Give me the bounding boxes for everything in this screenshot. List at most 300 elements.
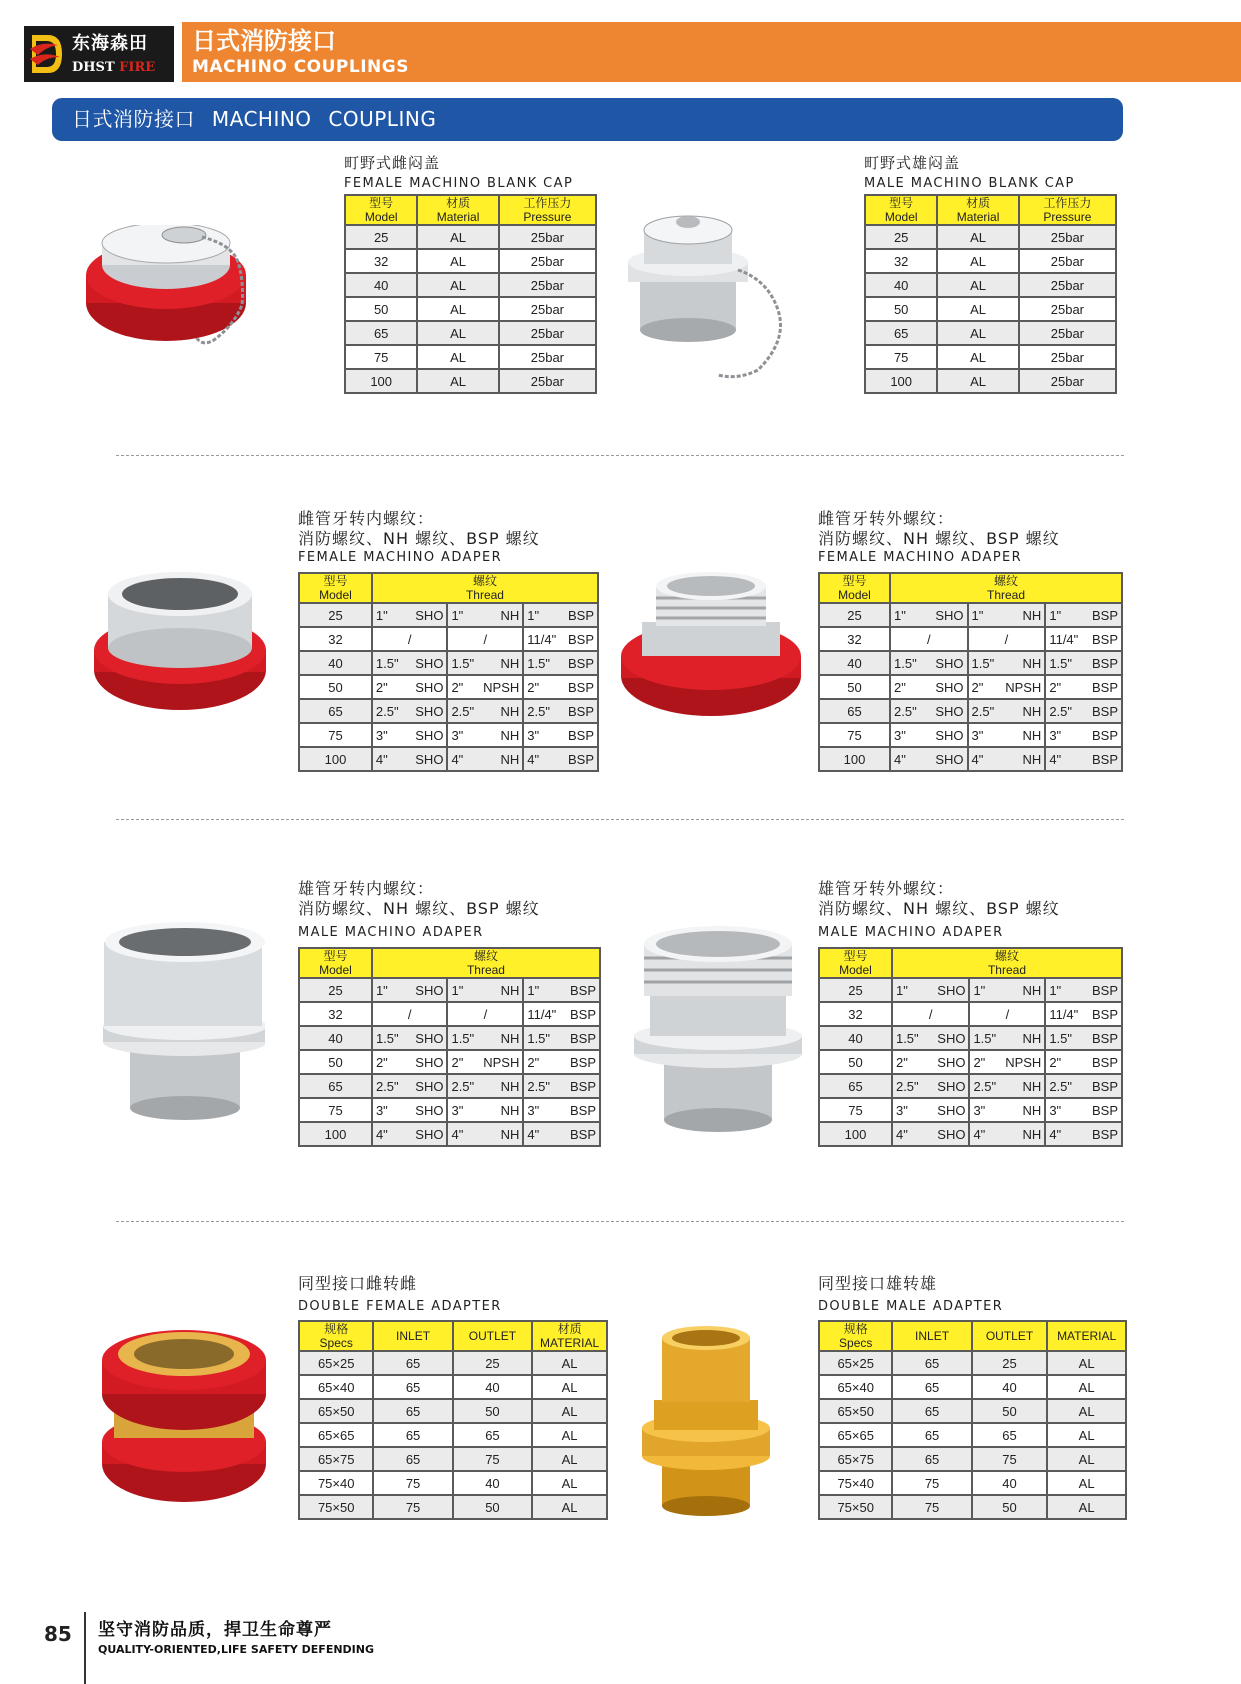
table-cell: SHO [928,699,968,723]
table-cell: NH [483,651,523,675]
table-cell: BSP [559,1002,600,1026]
table-cell: AL [1047,1471,1126,1495]
table-cell: AL [417,297,498,321]
table-cell: NH [1005,1122,1045,1146]
table-cell: 25 [865,225,937,249]
table-cell: 25bar [499,225,596,249]
table-cell: 4" [523,1122,559,1146]
table-cell: AL [417,273,498,297]
col-header-en: Model [884,210,918,224]
female-adapter-internal-title-cn-2: 消防螺纹、NH 螺纹、BSP 螺纹 [298,529,540,548]
col-header-thread [892,948,1122,978]
table-cell: 2" [890,675,928,699]
table-row [299,1050,600,1074]
male-adapter-external-title-cn-2: 消防螺纹、NH 螺纹、BSP 螺纹 [818,899,1060,918]
table-row [865,321,1116,345]
col-header-material [417,195,498,225]
table-cell: AL [532,1447,607,1471]
female-adapter-external-title-en: FEMALE MACHINO ADAPER [818,550,1023,565]
table-cell: 1.5" [447,651,483,675]
table-cell: 2" [1045,1050,1081,1074]
table-cell: AL [532,1351,607,1375]
col-header-specs [299,1321,373,1351]
table-cell: 65 [373,1447,452,1471]
table-cell: 40 [345,273,417,297]
table-cell: 32 [299,1002,372,1026]
col-header-en: Pressure [523,210,572,224]
col-header-en: Pressure [1043,210,1092,224]
table-cell: 2.5" [969,1074,1005,1098]
section-bar [52,98,1123,141]
double-female-adapter-title-cn: 同型接口雌转雌 [298,1274,418,1293]
header-title-cn: 日式消防接口 [192,27,336,55]
table-cell: AL [937,225,1018,249]
table-cell: AL [937,297,1018,321]
table-cell: 65 [345,321,417,345]
table-cell: 2" [447,1050,483,1074]
col-header-inlet [373,1321,452,1351]
table-cell: 25bar [499,297,596,321]
female-adapter-internal-table [298,572,599,772]
table-cell: 75 [892,1471,971,1495]
col-header-pressure [499,195,596,225]
col-header-thread [890,573,1122,603]
col-header-cn: 螺纹 [472,574,497,588]
table-cell: / [892,1002,969,1026]
table-cell: 65 [373,1423,452,1447]
table-cell: 3" [890,723,928,747]
table-cell: 65 [892,1447,971,1471]
col-header-cn: 螺纹 [994,574,1019,588]
male-adapter-external-table [818,947,1123,1147]
table-cell: 75 [865,345,937,369]
table-cell: BSP [1081,1002,1122,1026]
table-cell: 100 [819,1122,892,1146]
table-cell: BSP [559,1122,600,1146]
table-row [345,297,596,321]
table-cell: 1" [523,603,559,627]
table-header-row [299,1321,607,1351]
table-cell: 100 [865,369,937,393]
footer-divider [84,1612,86,1684]
table-cell: 25bar [1019,369,1116,393]
col-header-cn: 型号 [369,196,394,210]
table-cell: AL [937,249,1018,273]
col-header-en: Model [319,588,352,602]
table-cell: 25 [299,978,372,1002]
table-cell: 3" [523,723,559,747]
col-header-en: Specs [319,1336,353,1350]
table-cell: 25bar [499,345,596,369]
table-cell: 75×50 [819,1495,892,1519]
table-cell: 4" [447,1122,483,1146]
table-cell: BSP [1081,1122,1122,1146]
male-blank-cap-title-en: MALE MACHINO BLANK CAP [864,176,1075,191]
table-cell: 1" [890,603,928,627]
table-cell: 2.5" [1045,1074,1081,1098]
table-cell: 11/4" [523,1002,559,1026]
table-cell: SHO [928,675,968,699]
table-cell: AL [417,321,498,345]
table-row [819,1098,1122,1122]
table-cell: 25bar [1019,249,1116,273]
col-header-en: Specs [839,1336,873,1350]
table-cell: 65×65 [299,1423,373,1447]
table-row [299,747,598,771]
table-cell: NH [1005,978,1045,1002]
table-cell: 1" [447,603,483,627]
table-row [819,1351,1126,1375]
table-cell: AL [532,1375,607,1399]
col-header-cn: 型号 [842,574,867,588]
table-cell: 40 [453,1471,533,1495]
col-header-specs [819,1321,892,1351]
table-cell: AL [1047,1399,1126,1423]
table-cell: 2.5" [892,1074,930,1098]
table-cell: 65×50 [299,1399,373,1423]
page-number: 85 [44,1622,72,1646]
table-cell: 2.5" [523,1074,559,1098]
table-row [819,1495,1126,1519]
table-row [299,1026,600,1050]
col-header-material [1047,1321,1126,1351]
flame-logo-icon [28,29,66,79]
table-row [819,1399,1126,1423]
col-header-en: INLET [396,1329,431,1343]
table-cell: 1.5" [523,651,559,675]
table-cell: 100 [299,747,372,771]
table-cell: AL [532,1399,607,1423]
col-header-en: MATERIAL [1057,1329,1117,1343]
table-cell: BSP [559,651,598,675]
col-header-cn: 材质 [966,196,991,210]
col-header-en: OUTLET [468,1329,517,1343]
table-cell: 65×75 [299,1447,373,1471]
table-cell: SHO [928,603,968,627]
table-cell: BSP [559,603,598,627]
table-header-row [819,573,1122,603]
table-row [345,369,596,393]
table-cell: 65 [373,1375,452,1399]
table-cell: NPSH [1005,675,1045,699]
table-cell: 65 [892,1423,971,1447]
col-header-cn: 型号 [323,574,348,588]
col-header-en: OUTLET [985,1329,1034,1343]
table-cell: 25bar [1019,273,1116,297]
table-cell: 1.5" [892,1026,930,1050]
table-cell: NPSH [483,675,523,699]
double-male-adapter-image [640,1324,770,1518]
table-cell: 40 [972,1471,1048,1495]
header-title-en: MACHINO COUPLINGS [192,57,409,77]
table-cell: AL [1047,1351,1126,1375]
table-cell: NH [1005,1074,1045,1098]
table-cell: / [372,1002,448,1026]
table-row [345,321,596,345]
table-row [819,978,1122,1002]
table-cell: BSP [559,1074,600,1098]
table-cell: 40 [972,1375,1048,1399]
table-cell: 25 [972,1351,1048,1375]
col-header-outlet [453,1321,533,1351]
table-row [865,345,1116,369]
table-cell: 4" [523,747,559,771]
male-adapter-internal-title-cn-2: 消防螺纹、NH 螺纹、BSP 螺纹 [298,899,540,918]
table-cell: AL [937,369,1018,393]
female-adapter-internal-title-cn-1: 雌管牙转内螺纹： [298,509,435,528]
table-cell: 25bar [1019,321,1116,345]
col-header-cn: 工作压力 [523,196,572,210]
col-header-cn: 规格 [843,1322,868,1336]
table-cell: 4" [1045,747,1081,771]
table-cell: 65×40 [819,1375,892,1399]
table-row [299,1002,600,1026]
table-cell: NPSH [1005,1050,1045,1074]
table-row [299,1351,607,1375]
male-adapter-internal-title-cn-1: 雄管牙转内螺纹： [298,879,435,898]
table-row [345,345,596,369]
table-cell: SHO [408,1098,448,1122]
table-header-row [865,195,1116,225]
table-cell: 25 [819,978,892,1002]
col-header-en: INLET [915,1329,950,1343]
table-cell: 75×50 [299,1495,373,1519]
table-cell: 3" [447,723,483,747]
col-header-cn: 型号 [843,949,868,963]
table-cell: 4" [890,747,928,771]
table-cell: NH [1005,651,1045,675]
table-cell: 25bar [499,321,596,345]
table-row [345,249,596,273]
col-header-en: Model [839,963,872,977]
table-cell: BSP [559,675,598,699]
table-cell: 1" [1045,978,1081,1002]
table-cell: SHO [928,723,968,747]
table-cell: 75 [299,723,372,747]
table-cell: 65 [892,1351,971,1375]
table-cell: AL [1047,1495,1126,1519]
table-cell: 32 [819,1002,892,1026]
table-cell: 1.5" [890,651,928,675]
col-header-inlet [892,1321,971,1351]
table-cell: / [969,1002,1045,1026]
table-cell: 1.5" [968,651,1006,675]
table-row [819,1423,1126,1447]
male-adapter-internal-image [100,922,265,1122]
table-cell: 1.5" [372,651,408,675]
table-cell: BSP [559,723,598,747]
table-cell: 32 [345,249,417,273]
table-cell: SHO [408,1026,448,1050]
table-cell: SHO [408,1074,448,1098]
table-cell: 40 [299,651,372,675]
table-cell: / [890,627,967,651]
table-cell: 40 [819,651,890,675]
table-cell: NH [1005,1098,1045,1122]
table-cell: 3" [892,1098,930,1122]
table-cell: 75 [373,1471,452,1495]
table-cell: 50 [299,675,372,699]
table-header-row [345,195,596,225]
table-cell: 3" [372,1098,408,1122]
female-adapter-internal-image [92,570,268,720]
female-adapter-internal-title-en: FEMALE MACHINO ADAPER [298,550,503,565]
col-header-cn: 螺纹 [473,949,498,963]
table-row [299,699,598,723]
table-cell: 65×25 [299,1351,373,1375]
female-blank-cap-table [344,194,597,394]
table-cell: 65 [892,1399,971,1423]
table-cell: 25bar [1019,345,1116,369]
double-male-adapter-title-cn: 同型接口雄转雄 [818,1274,938,1293]
table-cell: 75 [819,1098,892,1122]
male-blank-cap-image [628,210,833,390]
col-header-thread [372,573,598,603]
table-cell: 25bar [1019,297,1116,321]
table-cell: BSP [559,627,598,651]
col-header-material [532,1321,607,1351]
col-header-material [937,195,1018,225]
table-row [299,978,600,1002]
section-title: 日式消防接口 MACHINO COUPLING [72,107,437,131]
table-cell: 2.5" [372,1074,408,1098]
table-cell: SHO [408,747,448,771]
table-cell: 32 [865,249,937,273]
table-cell: 65 [299,699,372,723]
footer-slogan-cn: 坚守消防品质，捍卫生命尊严 [98,1620,332,1640]
table-cell: AL [532,1423,607,1447]
table-cell: 40 [819,1026,892,1050]
table-row [299,1098,600,1122]
table-cell: AL [417,249,498,273]
table-row [299,651,598,675]
table-cell: BSP [1081,1074,1122,1098]
table-cell: 25bar [499,369,596,393]
table-cell: 2" [968,675,1006,699]
table-cell: SHO [930,1098,970,1122]
table-cell: AL [532,1495,607,1519]
table-cell: 65×50 [819,1399,892,1423]
table-cell: 1.5" [969,1026,1005,1050]
table-cell: 100 [299,1122,372,1146]
table-row [819,627,1122,651]
table-cell: 3" [1045,723,1081,747]
table-cell: 3" [968,723,1006,747]
table-cell: 2" [1045,675,1081,699]
table-cell: 2" [523,1050,559,1074]
table-cell: AL [1047,1375,1126,1399]
col-header-cn: 材质 [446,196,471,210]
table-cell: AL [937,273,1018,297]
table-cell: 65×40 [299,1375,373,1399]
table-cell: SHO [408,1050,448,1074]
table-cell: NH [1005,747,1045,771]
col-header-model [865,195,937,225]
double-female-adapter-table [298,1320,608,1520]
table-cell: 75 [972,1447,1048,1471]
table-cell: SHO [930,1026,970,1050]
table-cell: NH [1005,1026,1045,1050]
table-cell: 65 [373,1399,452,1423]
table-header-row [819,948,1122,978]
table-cell: 4" [969,1122,1005,1146]
table-cell: AL [1047,1423,1126,1447]
table-cell: 50 [453,1495,533,1519]
female-blank-cap-title-cn: 町野式雌闷盖 [344,154,441,172]
table-row [819,747,1122,771]
table-cell: 100 [345,369,417,393]
table-row [299,603,598,627]
table-header-row [299,573,598,603]
male-adapter-internal-title-en: MALE MACHINO ADAPER [298,925,484,940]
female-blank-cap-title-en: FEMALE MACHINO BLANK CAP [344,176,574,191]
table-cell: 1.5" [523,1026,559,1050]
table-cell: SHO [408,699,448,723]
table-cell: 65 [453,1423,533,1447]
col-header-outlet [972,1321,1048,1351]
table-row [865,297,1116,321]
table-cell: 75 [819,723,890,747]
table-cell: 75 [892,1495,971,1519]
table-cell: 25bar [499,273,596,297]
table-cell: 1.5" [1045,651,1081,675]
table-cell: 32 [299,627,372,651]
table-cell: 3" [523,1098,559,1122]
table-cell: / [447,627,523,651]
double-male-adapter-table [818,1320,1127,1520]
section-divider [116,1221,1124,1222]
table-cell: 1" [892,978,930,1002]
col-header-model [819,948,892,978]
col-header-cn: 型号 [889,196,914,210]
table-row [299,1375,607,1399]
table-cell: AL [937,321,1018,345]
female-adapter-external-image [620,572,802,722]
table-cell: 2" [969,1050,1005,1074]
table-cell: 25 [345,225,417,249]
female-adapter-external-title-cn-1: 雌管牙转外螺纹： [818,509,955,528]
table-cell: NH [483,699,523,723]
table-cell: SHO [930,1122,970,1146]
table-cell: 11/4" [1045,627,1081,651]
table-row [819,603,1122,627]
table-cell: SHO [408,723,448,747]
female-adapter-external-table [818,572,1123,772]
male-adapter-internal-table [298,947,601,1147]
brand-name-en-fire: FIRE [119,60,156,75]
table-cell: SHO [408,603,448,627]
col-header-en: Material [436,210,480,224]
table-cell: 2" [892,1050,930,1074]
table-cell: 2.5" [447,699,483,723]
table-cell: SHO [408,1122,448,1146]
table-cell: BSP [1081,978,1122,1002]
col-header-cn: 工作压力 [1043,196,1092,210]
table-row [819,1471,1126,1495]
table-cell: 3" [969,1098,1005,1122]
table-row [299,723,598,747]
table-cell: NH [483,978,523,1002]
table-cell: 65 [819,1074,892,1098]
table-row [299,627,598,651]
table-row [819,1122,1122,1146]
col-header-cn: 螺纹 [994,949,1019,963]
table-row [819,1074,1122,1098]
table-cell: BSP [559,1026,600,1050]
brand-name-en [72,58,172,78]
male-blank-cap-table [864,194,1117,394]
table-cell: 1.5" [372,1026,408,1050]
